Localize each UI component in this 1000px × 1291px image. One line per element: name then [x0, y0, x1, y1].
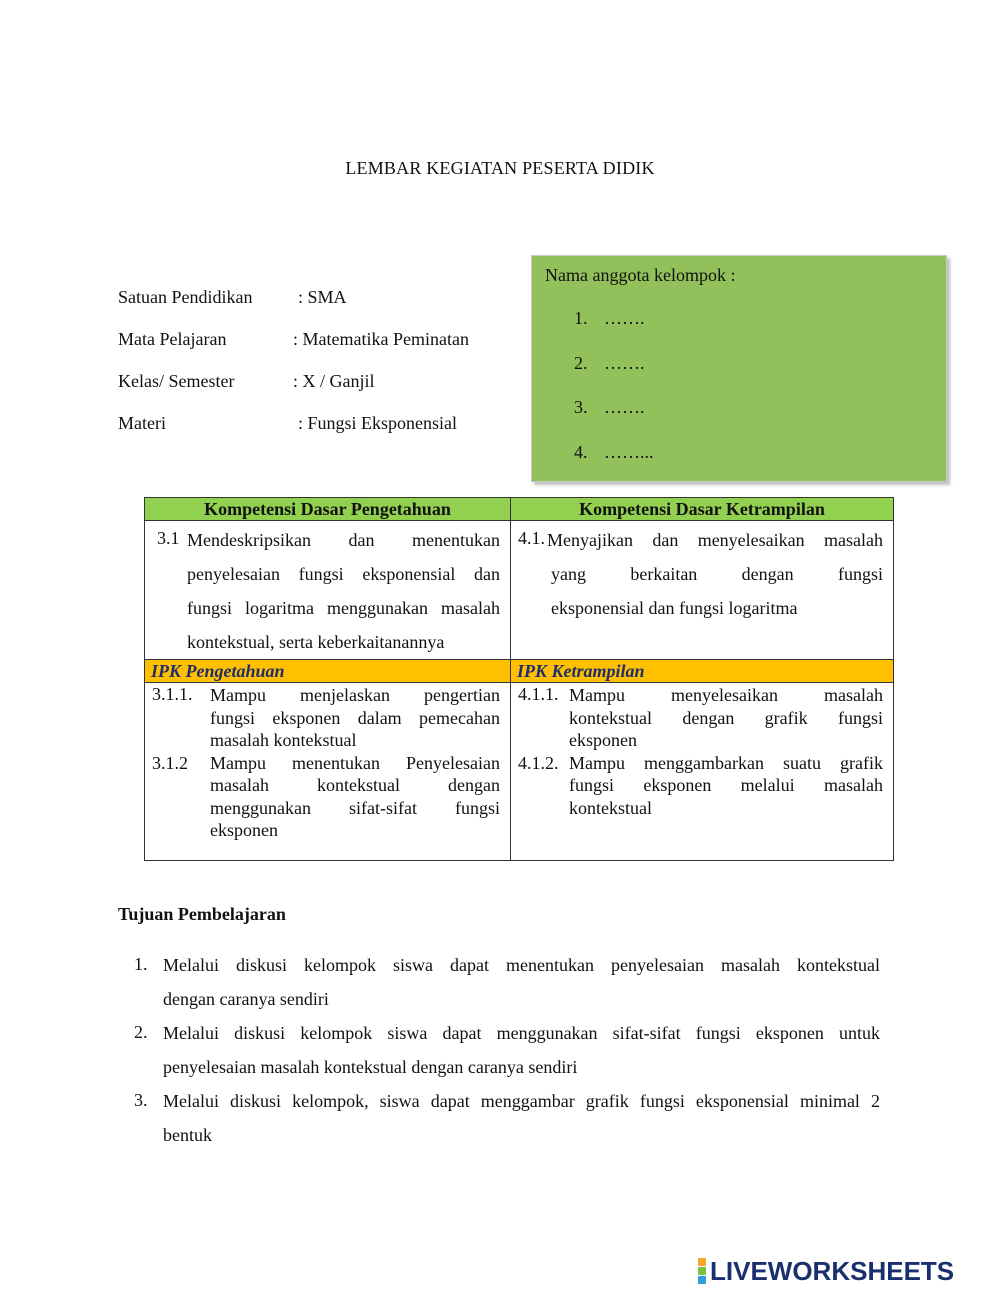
group-member-3[interactable]: 3. …….: [574, 397, 645, 417]
page-title: LEMBAR KEGIATAN PESERTA DIDIK: [345, 158, 655, 178]
info-label: Mata Pelajaran: [118, 329, 227, 349]
kd-line: penyelesaian fungsi eksponensial dan: [187, 564, 500, 584]
logo-text: LIVEWORKSHEETS: [710, 1255, 955, 1286]
kd-pengetahuan-header: Kompetensi Dasar Pengetahuan: [145, 498, 511, 521]
competency-table: [144, 497, 894, 861]
info-label: Kelas/ Semester: [118, 371, 235, 391]
tujuan-title: Tujuan Pembelajaran: [118, 904, 286, 924]
ipk-pengetahuan-header: IPK Pengetahuan: [145, 660, 511, 683]
kd-number: 3.1: [157, 528, 180, 548]
kd-line: eksponensial dan fungsi logaritma: [551, 598, 798, 618]
kd-line: Mendeskripsikan dan menentukan: [187, 530, 500, 550]
liveworksheets-logo: [698, 1256, 954, 1286]
logo-blocks-icon: [698, 1258, 706, 1284]
tujuan-line: bentuk: [163, 1125, 212, 1145]
ipk-line: eksponen: [569, 730, 637, 750]
kd-ketrampilan-header: Kompetensi Dasar Ketrampilan: [511, 498, 894, 521]
tujuan-item-2: [134, 1022, 880, 1090]
tujuan-number: 3.: [134, 1090, 148, 1110]
group-member-2[interactable]: 2. …….: [574, 353, 645, 373]
tujuan-item-1: [134, 954, 880, 1022]
info-value: : SMA: [298, 287, 347, 307]
ipk-line: masalah kontekstual dengan: [210, 775, 500, 795]
tujuan-line: Melalui diskusi kelompok siswa dapat menggunakan sifat-sifat fungsi eksponen untuk: [163, 1023, 880, 1043]
tujuan-line: Melalui diskusi kelompok, siswa dapat menggambar grafik fungsi eksponensial minimal 2: [163, 1091, 880, 1111]
ipk-line: kontekstual: [569, 797, 652, 818]
ipk-line: fungsi eksponen melalui masalah: [569, 775, 883, 795]
ipk-line: Mampu menentukan Penyelesaian: [210, 752, 500, 773]
ipk-line: kontekstual dengan grafik fungsi: [569, 707, 883, 728]
tujuan-line: dengan caranya sendiri: [163, 989, 329, 1009]
ipk-line: masalah kontekstual: [210, 730, 357, 750]
ipk-ketrampilan-cell: [511, 683, 894, 861]
tujuan-line: Melalui diskusi kelompok siswa dapat menentukan penyelesaian masalah kontekstual: [163, 955, 880, 975]
kd-line: fungsi logaritma menggunakan masalah: [187, 598, 500, 618]
ipk-line: fungsi eksponen dalam pemecahan: [210, 707, 500, 728]
group-member-1[interactable]: 1. …….: [574, 308, 645, 328]
ipk-number: 3.1.1.: [152, 684, 193, 704]
tujuan-line: penyelesaian masalah kontekstual dengan caranya sendiri: [163, 1057, 578, 1077]
ipk-ketrampilan-header: IPK Ketrampilan: [511, 660, 894, 683]
ipk-line: Mampu menyelesaikan masalah: [569, 685, 883, 705]
ipk-number: 3.1.2: [152, 752, 188, 773]
info-value: : Matematika Peminatan: [293, 329, 469, 349]
kd-line: yang berkaitan dengan fungsi: [551, 564, 883, 584]
ipk-number: 4.1.1.: [518, 684, 559, 704]
info-value: : X / Ganjil: [293, 371, 375, 391]
tujuan-number: 2.: [134, 1022, 148, 1042]
info-label: Materi: [118, 413, 166, 433]
kd-line: kontekstual, serta keberkaitanannya: [187, 632, 445, 652]
group-members-box: [531, 255, 947, 482]
kd-line: Menyajikan dan menyelesaikan masalah: [547, 530, 883, 550]
ipk-line: eksponen: [210, 820, 278, 840]
tujuan-number: 1.: [134, 954, 148, 974]
kd-ketrampilan-cell: [511, 521, 894, 660]
group-member-4[interactable]: 4. ……...: [574, 442, 654, 462]
ipk-number: 4.1.2.: [518, 752, 559, 773]
ipk-line: menggunakan sifat-sifat fungsi: [210, 797, 500, 818]
tujuan-item-3: [134, 1090, 880, 1158]
ipk-line: Mampu menjelaskan pengertian: [210, 685, 500, 705]
ipk-pengetahuan-cell: [145, 683, 511, 861]
info-label: Satuan Pendidikan: [118, 287, 253, 307]
info-value: : Fungsi Eksponensial: [298, 413, 458, 433]
kd-pengetahuan-cell: [145, 521, 511, 660]
group-heading: Nama anggota kelompok :: [545, 265, 736, 285]
kd-number: 4.1.: [518, 528, 545, 548]
ipk-line: Mampu menggambarkan suatu grafik: [569, 752, 883, 773]
